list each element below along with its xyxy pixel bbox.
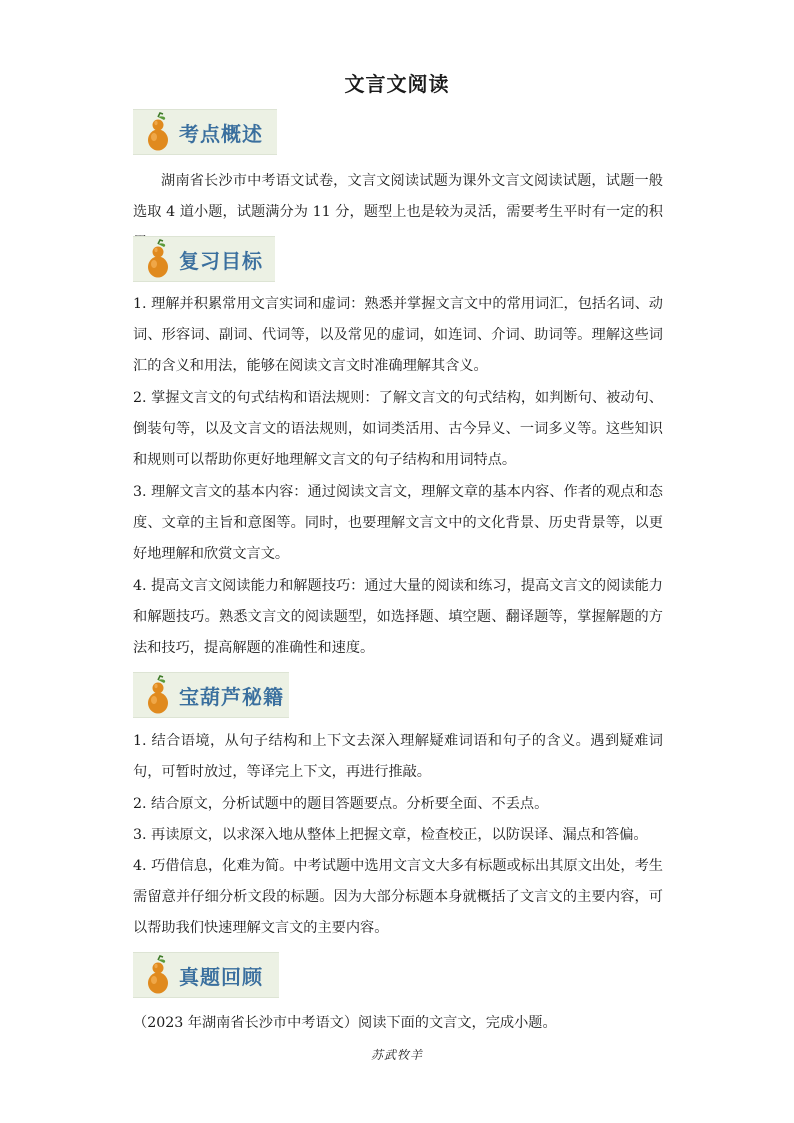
gourd-icon [143, 239, 173, 279]
tip-item-2: 2. 结合原文，分析试题中的题目答题要点。分析要全面、不丢点。 [133, 796, 549, 812]
overview-paragraph: 湖南省长沙市中考语文试卷，文言文阅读试题为课外文言文阅读试题，试题一般选取 4 道小题，试题满分为 11 分，题型上也是较为灵活，需要考生平时有一定的积 [133, 173, 663, 220]
section-header-tips [133, 672, 289, 718]
goal-item-3: 3. 理解文言文的基本内容：通过阅读文言文，理解文章的基本内容、作者的观点和态度、文章的主旨和意图等。同时，也要理解文言文中的文化背景、历史背景等，以更好地理解和欣赏文言文。 [133, 484, 663, 562]
gourd-icon [143, 955, 173, 995]
section-header-review [133, 952, 279, 998]
page-title: 文言文阅读 [344, 72, 450, 96]
gourd-icon [143, 675, 173, 715]
section-heading-review: 真题回顾 [179, 964, 263, 989]
section-heading-overview: 考点概述 [179, 121, 263, 146]
gourd-icon [143, 112, 173, 152]
goal-item-1: 1. 理解并积累常用文言实词和虚词：熟悉并掌握文言文中的常用词汇，包括名词、动词、形容词、副词、代词等，以及常见的虚词，如连词、介词、助词等。理解这些词汇的含义和用法，能够在阅读文言文时准确理解其含义。 [133, 296, 663, 374]
tip-item-4: 4. 巧借信息，化难为简。中考试题中选用文言文大多有标题或标出其原文出处，考生需留意并仔细分析文段的标题。因为大部分标题本身就概括了文言文的主要内容，可以帮助我们快速理解文言文的主要内容。 [133, 858, 663, 936]
page-footer: 苏武牧羊 [370, 1048, 423, 1062]
section-header-goals [133, 236, 275, 282]
goal-item-4: 4. 提高文言文阅读能力和解题技巧：通过大量的阅读和练习，提高文言文的阅读能力和解题技巧。熟悉文言文的阅读题型，如选择题、填空题、翻译题等，掌握解题的方法和技巧，提高解题的准确性和速度。 [133, 578, 663, 656]
section-header-overview [133, 109, 277, 155]
goal-item-2: 2. 掌握文言文的句式结构和语法规则：了解文言文的句式结构，如判断句、被动句、倒装句等，以及文言文的语法规则，如词类活用、古今异义、一词多义等。这些知识和规则可以帮助你更好地理解文言文的句子结构和用词特点。 [133, 390, 663, 468]
tip-item-1: 1. 结合语境，从句子结构和上下文去深入理解疑难词语和句子的含义。遇到疑难词句，可暂时放过，等译完上下文，再进行推敲。 [133, 733, 663, 780]
tip-item-3: 3. 再读原文，以求深入地从整体上把握文章，检查校正，以防误译、漏点和答偏。 [133, 827, 648, 843]
section-heading-tips: 宝葫芦秘籍 [179, 684, 284, 709]
section-heading-goals: 复习目标 [179, 248, 263, 273]
review-paragraph: （2023 年湖南省长沙市中考语文）阅读下面的文言文，完成小题。 [133, 1015, 557, 1031]
